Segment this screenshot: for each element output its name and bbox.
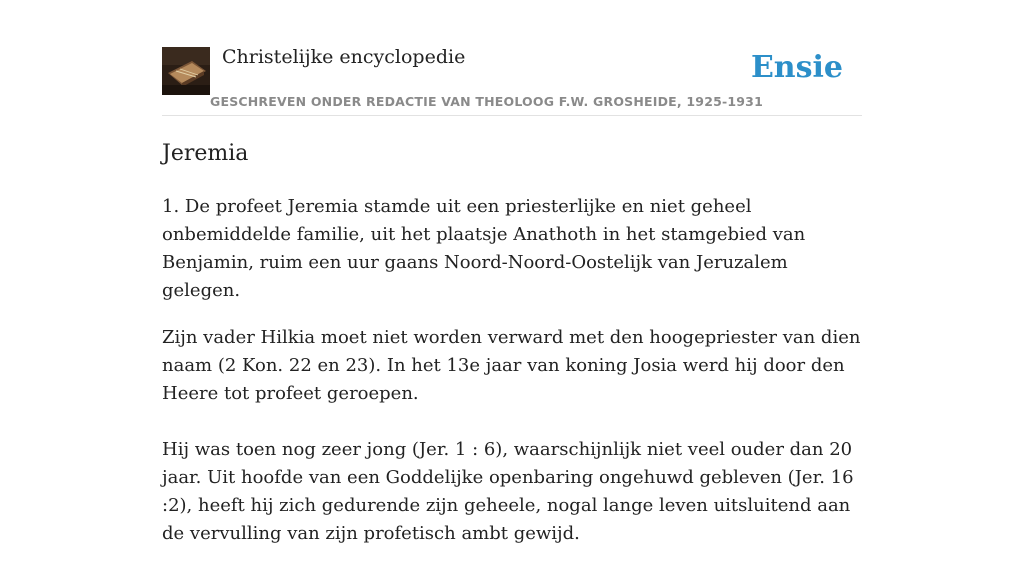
article-paragraph: 1. De profeet Jeremia stamde uit een priesterlijke en niet geheel onbemiddelde familie, uit het plaatsje Anathoth in het stamgebied van Benjamin, ruim een uur gaans Noord-Noord-Oostelijk van Jeruzalem gelegen. bbox=[162, 196, 806, 301]
article-paragraph: Zijn vader Hilkia moet niet worden verward met den hoogepriester van dien naam (2 Kon. 22 en 23). In het 13e jaar van koning Josia werd hij door den Heere tot profeet geroepen. bbox=[162, 327, 861, 404]
site-avatar[interactable] bbox=[162, 47, 210, 95]
book-photo-icon bbox=[162, 47, 210, 95]
article bbox=[162, 136, 862, 567]
site-title[interactable]: Christelijke encyclopedie bbox=[222, 46, 466, 68]
article-title: Jeremia bbox=[162, 141, 249, 166]
brand-logo-link[interactable]: Ensie bbox=[750, 50, 843, 85]
site-subtitle: GESCHREVEN ONDER REDACTIE VAN THEOLOOG F.W. GROSHEIDE, 1925-1931 bbox=[210, 94, 763, 109]
site-header bbox=[162, 44, 862, 116]
article-paragraph: Hij was toen nog zeer jong (Jer. 1 : 6), waarschijnlijk niet veel ouder dan 20 jaar. Uit hoofde van een Goddelijke openbaring ongehuwd gebleven (Jer. 16 :2), heeft hij zich gedurende zijn geheele, nogal lange leven uitsluitend aan de vervulling van zijn profetisch ambt gewijd. bbox=[162, 439, 854, 544]
